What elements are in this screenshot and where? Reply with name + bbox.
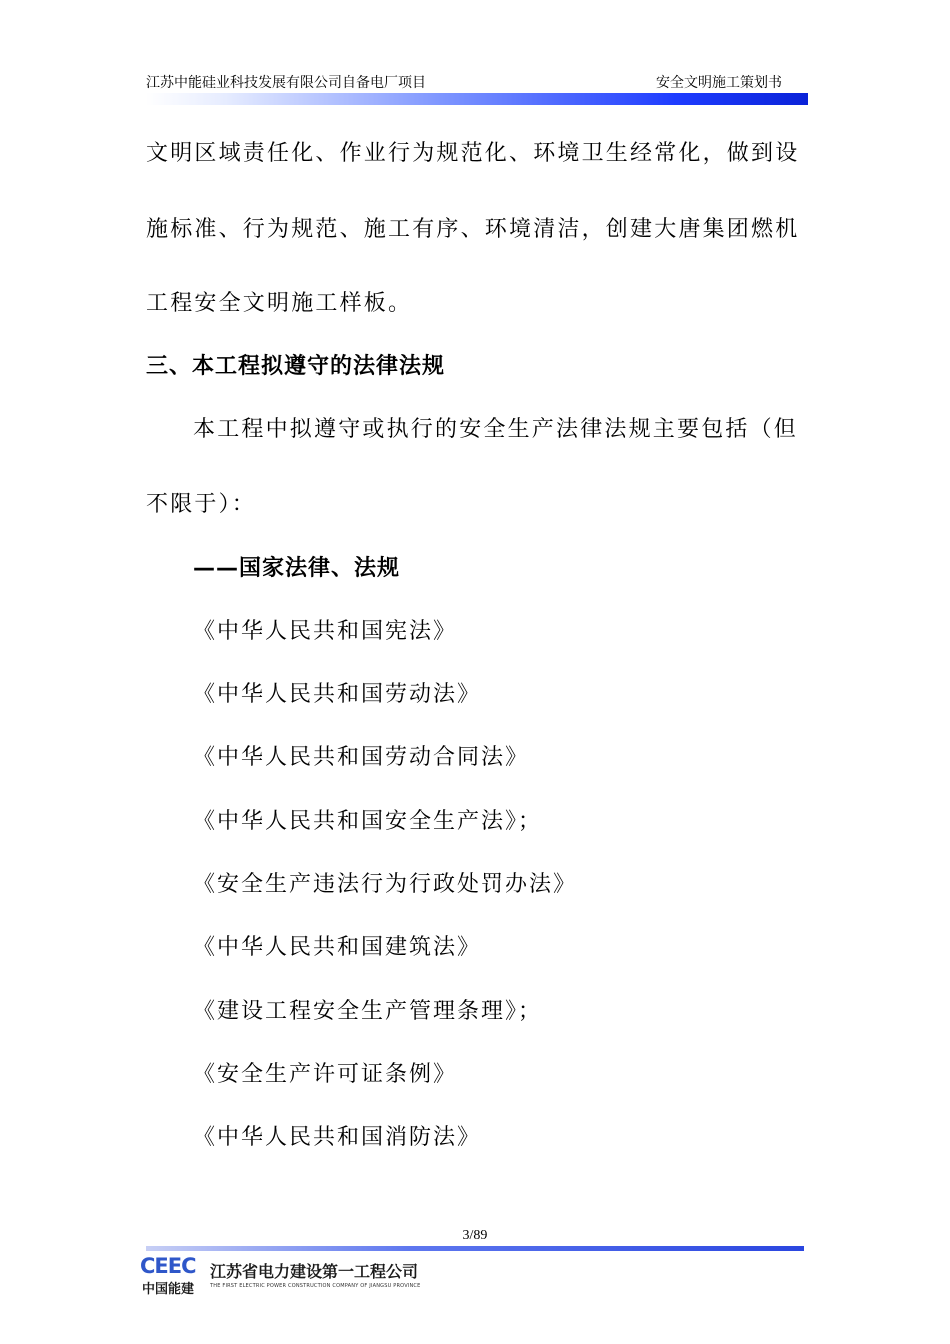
company-logo-cn: 中国能建 (142, 1282, 195, 1297)
subsection-heading: ——国家法律、法规 (193, 556, 401, 581)
law-item: 《中华人民共和国安全生产法》； (193, 809, 543, 834)
law-item: 《安全生产违法行为行政处罚办法》 (193, 872, 578, 897)
law-item: 《中华人民共和国建筑法》 (193, 935, 482, 960)
law-item: 《中华人民共和国劳动合同法》 (193, 745, 530, 770)
law-item: 《中华人民共和国消防法》 (193, 1125, 482, 1150)
company-name-en: THE FIRST ELECTRIC POWER CONSTRUCTION COMPANY OF JIANGSU PROVINCE (210, 1283, 421, 1289)
body-line: 文明区域责任化、作业行为规范化、环境卫生经常化，做到设 (146, 141, 800, 166)
intro-line: 本工程中拟遵守或执行的安全生产法律法规主要包括（但 (193, 417, 799, 442)
body-line: 工程安全文明施工样板。 (146, 291, 413, 316)
section-heading: 三、本工程拟遵守的法律法规 (146, 354, 446, 379)
law-item: 《中华人民共和国宪法》 (193, 619, 458, 644)
company-name: 江苏省电力建设第一工程公司 (210, 1262, 419, 1281)
body-line: 施标准、行为规范、施工有序、环境清洁，创建大唐集团燃机 (146, 217, 800, 242)
law-item: 《安全生产许可证条例》 (193, 1062, 458, 1087)
page-number: 3/89 (462, 1228, 488, 1243)
law-item: 《建设工程安全生产管理条理》； (193, 999, 543, 1024)
header-project-title: 江苏中能硅业科技发展有限公司自备电厂项目 (146, 75, 426, 91)
law-item: 《中华人民共和国劳动法》 (193, 682, 482, 707)
intro-line: 不限于）： (146, 492, 257, 517)
header-gradient-bar (146, 93, 808, 105)
company-logo: CEEC (140, 1254, 196, 1278)
header-document-title: 安全文明施工策划书 (656, 75, 782, 91)
footer-gradient-bar (146, 1246, 804, 1251)
